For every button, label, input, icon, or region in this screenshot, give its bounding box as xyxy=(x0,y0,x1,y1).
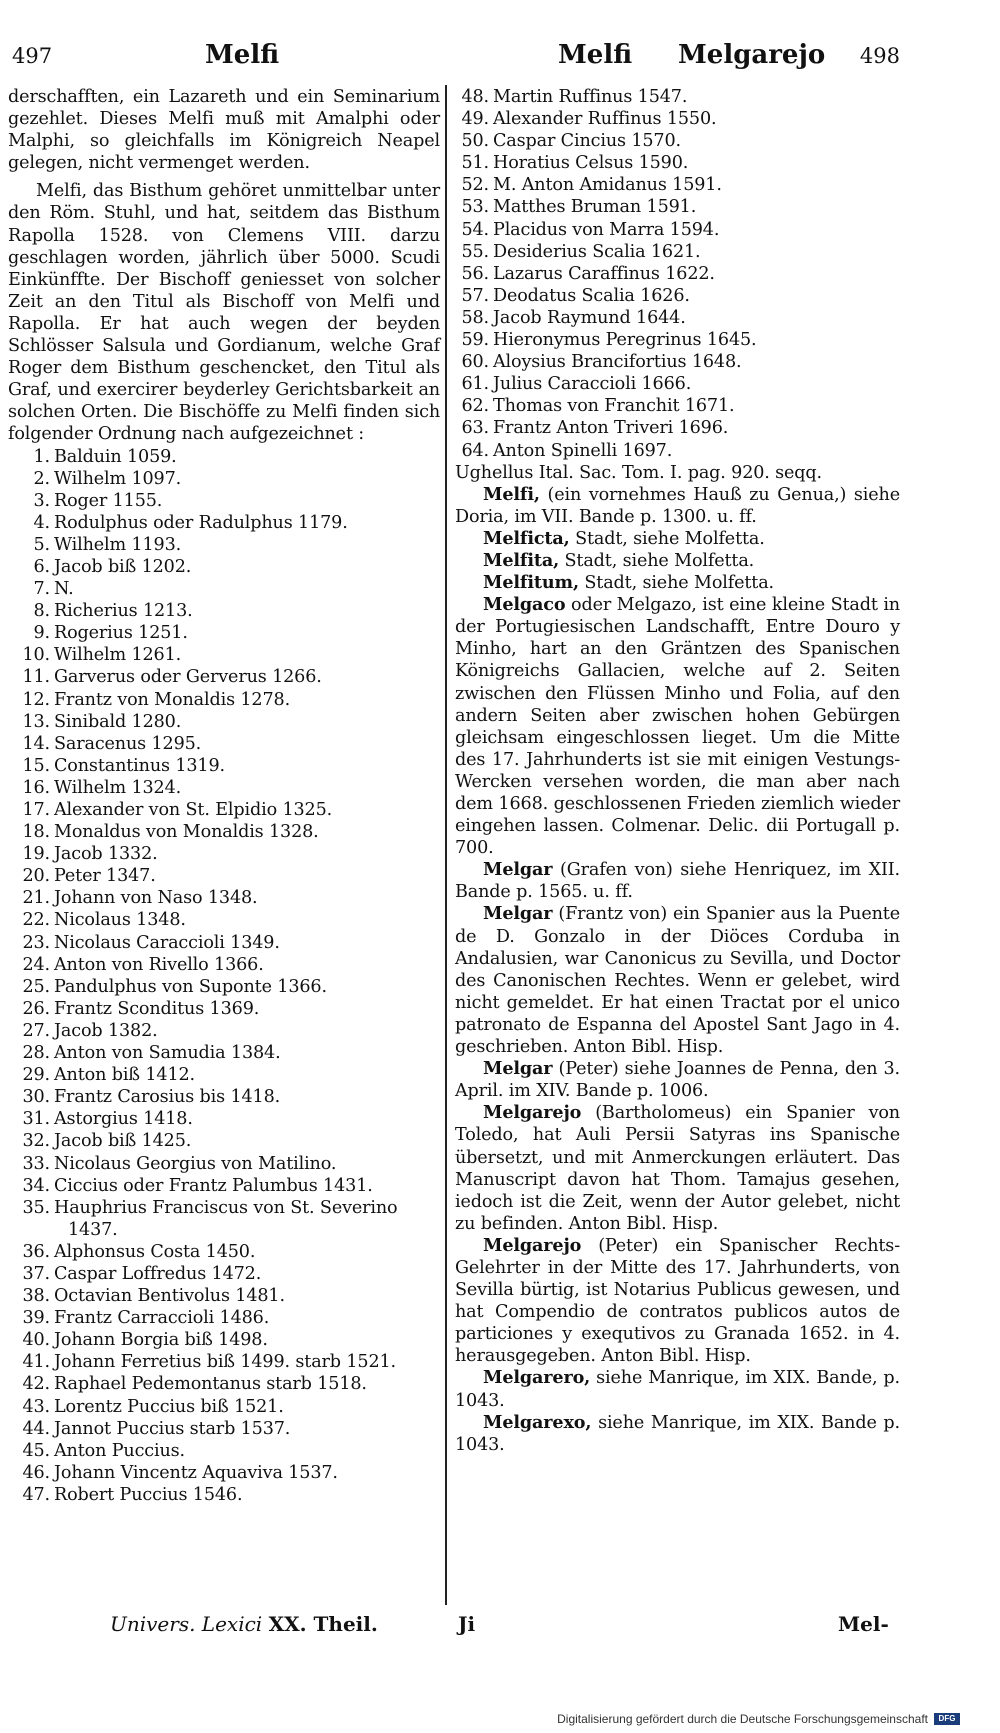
list-item xyxy=(8,843,440,865)
list-item-text: Jacob 1382. xyxy=(54,1020,158,1041)
list-item-text: Constantinus 1319. xyxy=(54,755,225,776)
list-item xyxy=(455,86,900,108)
list-item-number: 12. xyxy=(22,689,50,710)
list-item-number: 40. xyxy=(22,1330,50,1351)
list-item-text: Monaldus von Monaldis 1328. xyxy=(54,822,319,843)
list-item-text: Wilhelm 1261. xyxy=(54,645,182,666)
list-item-number: 26. xyxy=(22,998,50,1019)
list-item-number: 64. xyxy=(461,440,489,461)
list-item-text: Lorentz Puccius biß 1521. xyxy=(54,1396,284,1417)
list-item xyxy=(455,440,900,462)
list-item-text: Nicolaus 1348. xyxy=(54,910,186,931)
list-item-text: Rogerius 1251. xyxy=(54,623,188,644)
list-item-text: Desiderius Scalia 1621. xyxy=(493,241,701,262)
list-item-text: Jannot Puccius starb 1537. xyxy=(54,1418,291,1439)
list-item xyxy=(8,1263,440,1285)
list-item xyxy=(8,733,440,755)
catchword: Mel- xyxy=(838,1612,889,1636)
list-item-text: Hieronymus Peregrinus 1645. xyxy=(493,330,757,351)
list-item-text: Wilhelm 1193. xyxy=(54,534,182,555)
list-item-text: Anton von Samudia 1384. xyxy=(54,1043,281,1064)
list-item-text: Johann Ferretius biß 1499. starb 1521. xyxy=(54,1352,396,1373)
list-item-number: 31. xyxy=(22,1109,50,1130)
signature-title: Univers. Lexici xyxy=(110,1612,263,1636)
list-item-number: 23. xyxy=(22,932,50,953)
list-item xyxy=(8,777,440,799)
list-item-number: 61. xyxy=(461,374,489,395)
list-item-text: Martin Ruffinus 1547. xyxy=(493,87,688,107)
list-item-text: M. Anton Amidanus 1591. xyxy=(493,175,722,196)
list-item-text: Wilhelm 1097. xyxy=(54,468,182,489)
page-number-right: 498 xyxy=(859,44,900,68)
list-item xyxy=(8,1285,440,1307)
paragraph-seminarium: derschafften, ein Lazareth und ein Seminarium gezehlet. Dieses Melfi muß mit Amalphi oder Malphi, so gleichfalls im Königreich Neapel gelegen, nicht vermenget werden. xyxy=(8,87,440,174)
list-item xyxy=(8,1086,440,1108)
list-item xyxy=(8,1153,440,1175)
list-item xyxy=(8,954,440,976)
entry-melgar-peter xyxy=(455,1058,900,1102)
running-header xyxy=(0,38,1000,78)
list-item-number: 16. xyxy=(22,777,50,798)
headword-mid: Melfi xyxy=(558,40,633,70)
list-item-number: 14. xyxy=(22,733,50,754)
list-item xyxy=(8,1351,440,1373)
entry-text: oder Melgazo, ist eine kleine Stadt in der Portugiesischen Landschafft, Entre Douro y Minho, hart an den Gräntzen des Spanischen Königreichs Gallacien, welche auf 2. Seiten zwischen den Flüssen Minho und Folia, auf den andern Seiten aber zwischen hohen Gebürgen gleichsam eingeschlossen lieget. Um die Mitte des 17. Jahrhunderts ist sie mit einigen Vestungs-Wercken versehen worden, die man aber nach dem 1668. geschlossenen Frieden ziemlich wieder eingehen lassen. Colmenar. Delic. dii Portugall p. 700. xyxy=(455,595,900,859)
list-item-text: Julius Caraccioli 1666. xyxy=(493,374,692,395)
list-item-text: N. xyxy=(54,579,74,600)
list-item-number: 24. xyxy=(22,954,50,975)
page-footer xyxy=(0,1612,1000,1648)
list-item-text: Caspar Cincius 1570. xyxy=(493,131,681,152)
entry-text: siehe Manrique, im XIX. Bande p. 1043. xyxy=(455,1412,900,1455)
entry-head: Melgar xyxy=(483,1058,553,1080)
entry-head: Melgarexo, xyxy=(483,1411,592,1433)
list-item-text: Sinibald 1280. xyxy=(54,711,182,732)
list-item-number: 18. xyxy=(22,822,50,843)
list-item-number: 56. xyxy=(461,263,489,284)
list-item xyxy=(8,1108,440,1130)
list-item-text: Anton Puccius. xyxy=(54,1440,185,1461)
list-item xyxy=(8,600,440,622)
list-item-number: 35. xyxy=(22,1197,50,1218)
entry-melgarejo-bartholomeus xyxy=(455,1102,900,1235)
list-item xyxy=(8,622,440,644)
list-item-number: 4. xyxy=(33,512,50,533)
list-item xyxy=(8,755,440,777)
list-item-text: Jacob Raymund 1644. xyxy=(493,307,686,328)
list-item-number: 43. xyxy=(22,1396,50,1417)
sheet-mark: Ji xyxy=(458,1612,476,1636)
list-item-text: Placidus von Marra 1594. xyxy=(493,219,720,240)
list-item xyxy=(8,976,440,998)
list-item xyxy=(8,1462,440,1484)
entry-head: Melgar xyxy=(483,903,553,925)
list-item-text: Anton biß 1412. xyxy=(54,1065,195,1086)
list-item-text: Horatius Celsus 1590. xyxy=(493,153,689,174)
list-item xyxy=(455,329,900,351)
digitization-credit xyxy=(557,1712,960,1726)
list-item-text: Wilhelm 1324. xyxy=(54,777,182,798)
list-item-text: Lazarus Caraffinus 1622. xyxy=(493,263,715,284)
list-item-number: 55. xyxy=(461,241,489,262)
list-item xyxy=(455,263,900,285)
entry-head: Melfitum, xyxy=(483,572,579,594)
entry-text: Stadt, siehe Molfetta. xyxy=(584,573,774,594)
list-item xyxy=(455,108,900,130)
headword-right: Melgarejo xyxy=(678,40,826,70)
list-item xyxy=(8,490,440,512)
list-item-text: Garverus oder Gerverus 1266. xyxy=(54,667,322,688)
list-item xyxy=(8,468,440,490)
list-item-text: Matthes Bruman 1591. xyxy=(493,197,697,218)
credit-text: Digitalisierung gefördert durch die Deutsche Forschungsgemeinschaft xyxy=(557,1712,928,1726)
list-item-text: Johann Vincentz Aquaviva 1537. xyxy=(54,1462,338,1483)
list-item xyxy=(8,1329,440,1351)
list-item-text: Pandulphus von Suponte 1366. xyxy=(54,976,327,997)
list-item xyxy=(8,534,440,556)
signature-line xyxy=(110,1612,378,1636)
list-item-number: 10. xyxy=(22,645,50,666)
list-item-number: 45. xyxy=(22,1440,50,1461)
left-column xyxy=(8,86,440,1506)
list-item-number: 49. xyxy=(461,109,489,130)
list-item-text: Peter 1347. xyxy=(54,866,156,887)
entry-head: Melgarero, xyxy=(483,1367,591,1389)
list-item xyxy=(455,285,900,307)
list-item-text: Roger 1155. xyxy=(54,490,163,511)
paragraph-bisthum: Melfi, das Bisthum gehöret unmittelbar unter den Röm. Stuhl, und hat, seitdem das Bisthum Rapolla 1528. von Clemens VIII. darzu geschlagen worden, jährlich über 5000. Scudi Einkünffte. Der Bischoff geniesset von solcher Zeit an den Titul als Bischoff von Melfi und Rapolla. Er hat auch wegen der beyden Schlösser Salsula und Gordianum, welche Graf Roger dem Bisthum geschencket, den Titul als Graf, und exercirer beyderley Gerichtsbarkeit an solchen Orten. Die Bischöffe zu Melfi finden sich folgender Ordnung nach aufgezeichnet : xyxy=(8,181,440,445)
list-item-text: Johann Borgia biß 1498. xyxy=(54,1330,268,1351)
list-item-number: 38. xyxy=(22,1286,50,1307)
source-ughellus: Ughellus Ital. Sac. Tom. I. pag. 920. seqq. xyxy=(455,462,822,483)
list-item xyxy=(455,130,900,152)
list-item xyxy=(8,1020,440,1042)
bishop-list-left xyxy=(8,446,440,1507)
entry-melgaco xyxy=(455,594,900,859)
list-item-text: Richerius 1213. xyxy=(54,601,193,622)
entry-melgar-grafen xyxy=(455,859,900,903)
entry-head: Melgarejo xyxy=(483,1102,582,1124)
list-item-number: 2. xyxy=(33,468,50,489)
entry-melfita xyxy=(455,550,900,572)
list-item xyxy=(8,1484,440,1506)
list-item-text: 1437. xyxy=(68,1219,118,1240)
bishop-list-right xyxy=(455,86,900,462)
entry-head: Melfita, xyxy=(483,549,560,571)
list-item-number: 17. xyxy=(22,800,50,820)
list-item xyxy=(8,887,440,909)
list-item xyxy=(8,689,440,711)
list-item-text: Caspar Loffredus 1472. xyxy=(54,1263,262,1284)
list-item xyxy=(8,556,440,578)
list-item-number: 15. xyxy=(22,755,50,776)
list-item-text: Jacob 1332. xyxy=(54,844,158,865)
list-item xyxy=(8,578,440,600)
list-item-number: 5. xyxy=(33,534,50,555)
list-item-number: 47. xyxy=(22,1484,50,1505)
list-item xyxy=(8,644,440,666)
list-item-text: Nicolaus Caraccioli 1349. xyxy=(54,932,280,953)
list-item xyxy=(455,307,900,329)
list-item-text: Thomas von Franchit 1671. xyxy=(493,396,735,417)
list-item-text: Balduin 1059. xyxy=(54,446,177,467)
list-item xyxy=(8,446,440,468)
list-item-number: 9. xyxy=(33,623,50,644)
entry-head: Melgar xyxy=(483,859,553,881)
list-item-number: 48. xyxy=(461,87,489,107)
list-item xyxy=(8,1064,440,1086)
list-item xyxy=(8,1219,440,1241)
list-item-number: 46. xyxy=(22,1462,50,1483)
entry-melgarexo xyxy=(455,1412,900,1456)
list-item-text: Ciccius oder Frantz Palumbus 1431. xyxy=(54,1175,373,1196)
list-item xyxy=(455,219,900,241)
list-item-text: Anton von Rivello 1366. xyxy=(54,954,264,975)
list-item-text: Nicolaus Georgius von Matilino. xyxy=(54,1153,337,1174)
list-item-number: 63. xyxy=(461,418,489,439)
list-item-text: Frantz Carraccioli 1486. xyxy=(54,1308,270,1329)
list-item xyxy=(8,932,440,954)
list-item-number: 20. xyxy=(22,866,50,887)
entry-melgarejo-peter xyxy=(455,1235,900,1368)
list-item xyxy=(8,1418,440,1440)
entry-text: Stadt, siehe Molfetta. xyxy=(575,528,765,549)
right-column xyxy=(455,86,900,1456)
headword-left: Melfi xyxy=(205,40,280,70)
list-item-number: 36. xyxy=(22,1241,50,1262)
list-item-number: 62. xyxy=(461,396,489,417)
list-item-text: Alexander Ruffinus 1550. xyxy=(493,109,717,130)
list-item-number: 59. xyxy=(461,330,489,351)
entry-melficta xyxy=(455,528,900,550)
column-divider xyxy=(445,85,447,1605)
entry-text: Stadt, siehe Molfetta. xyxy=(564,550,755,571)
list-item xyxy=(8,711,440,733)
list-item-text: Jacob biß 1202. xyxy=(54,556,192,577)
list-item-number: 3. xyxy=(33,490,50,511)
list-item xyxy=(455,241,900,263)
list-item-text: Octavian Bentivolus 1481. xyxy=(54,1286,285,1307)
list-item-text: Frantz Anton Triveri 1696. xyxy=(493,418,729,439)
list-item xyxy=(8,1197,440,1219)
list-item-text: Frantz Carosius bis 1418. xyxy=(54,1087,281,1108)
list-item-number: 42. xyxy=(22,1374,50,1395)
list-item xyxy=(8,909,440,931)
list-item-number: 11. xyxy=(22,667,50,688)
list-item-text: Rodulphus oder Radulphus 1179. xyxy=(54,512,348,533)
list-item-text: Frantz Sconditus 1369. xyxy=(54,998,260,1019)
entry-text: (ein vornehmes Hauß zu Genua,) siehe Doria, im VII. Bande p. 1300. u. ff. xyxy=(455,484,900,527)
entry-head: Melfi, xyxy=(483,483,540,505)
list-item-number: 8. xyxy=(33,601,50,622)
list-item-number: 19. xyxy=(22,844,50,865)
list-item-text: Johann von Naso 1348. xyxy=(54,888,258,909)
list-item-number: 54. xyxy=(461,219,489,240)
list-item-number: 1. xyxy=(33,446,50,467)
list-item xyxy=(8,1175,440,1197)
list-item-number: 21. xyxy=(22,888,50,909)
list-item-text: Raphael Pedemontanus starb 1518. xyxy=(54,1374,367,1395)
list-item-number: 50. xyxy=(461,131,489,152)
entry-melgar-frantz xyxy=(455,903,900,1058)
list-item xyxy=(455,395,900,417)
list-item-number: 28. xyxy=(22,1043,50,1064)
list-item-number: 32. xyxy=(22,1131,50,1152)
entry-text: (Bartholomeus) ein Spanier von Toledo, hat Auli Persii Satyras ins Spanische übersetzt, und mit Anmerckungen erläutert. Das Manuscript davon hat Thom. Tamajus gesehen, iedoch ist die Zeit, wenn der Autor gelebet, nicht zu befinden. Anton Bibl. Hisp. xyxy=(455,1103,900,1234)
list-item-text: Aloysius Brancifortius 1648. xyxy=(493,352,742,373)
entry-head: Melgarejo xyxy=(483,1234,582,1256)
list-item xyxy=(455,174,900,196)
list-item xyxy=(8,799,440,821)
list-item xyxy=(8,512,440,534)
list-item xyxy=(8,1396,440,1418)
dfg-logo-icon: DFG xyxy=(934,1713,960,1725)
list-item-text: Alphonsus Costa 1450. xyxy=(54,1241,256,1262)
list-item-text: Anton Spinelli 1697. xyxy=(493,440,673,461)
entry-melfi-genua xyxy=(455,484,900,528)
entry-text: (Grafen von) siehe Henriquez, im XII. Bande p. 1565. u. ff. xyxy=(455,860,900,903)
list-item-text: Hauphrius Franciscus von St. Severino xyxy=(54,1197,398,1218)
list-item-number: 33. xyxy=(22,1153,50,1174)
list-item-number: 58. xyxy=(461,307,489,328)
entry-text: (Peter) ein Spanischer Rechts-Gelehrter in der Mitte des 17. Jahrhunderts, von Sevilla bürtig, ist Notarius Publicus gewesen, und hat Compendio de contratos publicos autos de particiones y exequtivos zu Granada 1652. in 4. herausgegeben. Anton Bibl. Hisp. xyxy=(455,1235,900,1367)
entry-head: Melgaco xyxy=(483,594,566,616)
list-item xyxy=(8,1307,440,1329)
list-item-text: Robert Puccius 1546. xyxy=(54,1484,243,1505)
list-item xyxy=(8,1373,440,1395)
list-item-number: 44. xyxy=(22,1418,50,1439)
entry-text: (Peter) siehe Joannes de Penna, den 3. April. im XIV. Bande p. 1006. xyxy=(455,1059,901,1102)
list-item-number: 6. xyxy=(33,556,50,577)
list-item-number: 34. xyxy=(22,1175,50,1196)
list-item xyxy=(455,417,900,439)
list-item xyxy=(8,998,440,1020)
list-item-number: 29. xyxy=(22,1065,50,1086)
list-item xyxy=(8,666,440,688)
list-item xyxy=(8,1241,440,1263)
list-item-text: Alexander von St. Elpidio 1325. xyxy=(54,800,333,820)
signature-volume: XX. Theil. xyxy=(268,1612,378,1636)
list-item-number: 30. xyxy=(22,1087,50,1108)
page-number-left: 497 xyxy=(12,44,53,68)
list-item-number: 39. xyxy=(22,1308,50,1329)
list-item-number: 51. xyxy=(461,153,489,174)
list-item xyxy=(455,373,900,395)
list-item xyxy=(8,865,440,887)
list-item-text: Deodatus Scalia 1626. xyxy=(493,285,690,306)
entry-melfitum xyxy=(455,572,900,594)
list-item xyxy=(8,1042,440,1064)
list-item-number: 13. xyxy=(22,711,50,732)
list-item-number: 57. xyxy=(461,285,489,306)
list-item-text: Saracenus 1295. xyxy=(54,733,202,754)
list-item xyxy=(455,152,900,174)
list-item-number: 27. xyxy=(22,1020,50,1041)
list-item-text: Frantz von Monaldis 1278. xyxy=(54,689,291,710)
list-item xyxy=(8,821,440,843)
entry-text: siehe Manrique, im XIX. Bande, p. 1043. xyxy=(455,1368,900,1411)
entry-melgarero xyxy=(455,1367,900,1411)
list-item-number: 41. xyxy=(22,1352,50,1373)
entry-head: Melficta, xyxy=(483,527,570,549)
list-item-number: 53. xyxy=(461,197,489,218)
list-item-number: 52. xyxy=(461,175,489,196)
list-item xyxy=(8,1440,440,1462)
list-item-number: 25. xyxy=(22,976,50,997)
list-item xyxy=(455,351,900,373)
list-item-number: 37. xyxy=(22,1263,50,1284)
list-item xyxy=(455,196,900,218)
list-item-text: Jacob biß 1425. xyxy=(54,1131,192,1152)
list-item-text: Astorgius 1418. xyxy=(54,1109,193,1130)
list-item-number: 60. xyxy=(461,352,489,373)
list-item xyxy=(8,1130,440,1152)
list-item-number: 22. xyxy=(22,910,50,931)
entry-text: (Frantz von) ein Spanier aus la Puente de D. Gonzalo in der Diöces Corduba in Andalusien, war Canonicus zu Sevilla, und Doctor des Canonischen Rechtes. Wenn er gelebet, wird nicht gemeldet. Er hat einen Tractat por el unico patronato de Espanna del Apostel Sant Jago in 4. geschrieben. Anton Bibl. Hisp. xyxy=(455,904,900,1058)
list-item-number: 7. xyxy=(33,579,50,600)
